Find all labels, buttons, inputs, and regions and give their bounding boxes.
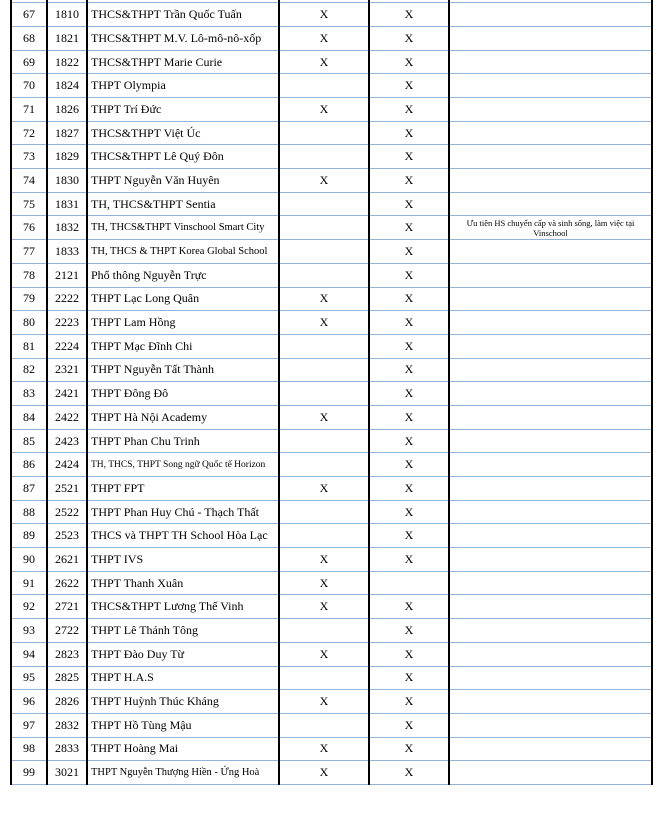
note-cell [449, 500, 652, 524]
note-cell [449, 50, 652, 74]
school-name-cell: THPT Trí Đức [87, 98, 279, 122]
school-name-cell: TH, THCS&THPT Vinschool Smart City [87, 216, 279, 240]
school-code-cell: 2222 [47, 287, 87, 311]
table-row [11, 145, 652, 169]
note-cell [449, 287, 652, 311]
register-mark-1-cell: X [279, 761, 369, 785]
school-code-cell: 2521 [47, 477, 87, 501]
table-row [11, 619, 652, 643]
school-name-cell: THCS và THPT TH School Hòa Lạc [87, 524, 279, 548]
row-number-cell: 67 [11, 3, 47, 27]
table-row [11, 405, 652, 429]
school-name-cell: THCS&THPT Lương Thế Vinh [87, 595, 279, 619]
row-number-cell: 98 [11, 737, 47, 761]
school-name-cell: THPT Nguyễn Văn Huyên [87, 169, 279, 193]
table-row [11, 500, 652, 524]
table-row [11, 595, 652, 619]
row-number-cell: 75 [11, 192, 47, 216]
register-mark-2-cell: X [369, 761, 449, 785]
school-code-cell: 2224 [47, 334, 87, 358]
register-mark-1-cell [279, 358, 369, 382]
table-row [11, 287, 652, 311]
register-mark-1-cell: X [279, 571, 369, 595]
school-code-cell: 2421 [47, 382, 87, 406]
school-admission-table-page [10, 0, 653, 785]
school-name-cell: THPT Nguyễn Thượng Hiền - Ứng Hoà [87, 761, 279, 785]
note-cell [449, 453, 652, 477]
table-row [11, 548, 652, 572]
row-number-cell: 80 [11, 311, 47, 335]
school-name-cell: THPT Hồ Tùng Mậu [87, 713, 279, 737]
school-code-cell: 2423 [47, 429, 87, 453]
school-name-cell: THPT Hoàng Mai [87, 737, 279, 761]
school-code-cell: 1830 [47, 169, 87, 193]
note-cell [449, 263, 652, 287]
table-row [11, 240, 652, 264]
row-number-cell: 99 [11, 761, 47, 785]
school-code-cell: 2833 [47, 737, 87, 761]
row-number-cell: 90 [11, 548, 47, 572]
register-mark-2-cell: X [369, 713, 449, 737]
row-number-cell: 70 [11, 74, 47, 98]
school-name-cell: TH, THCS & THPT Korea Global School [87, 240, 279, 264]
note-cell: Ưu tiên HS chuyển cấp và sinh sống, làm việc tại Vinschool [449, 216, 652, 240]
row-number-cell: 84 [11, 405, 47, 429]
row-number-cell: 87 [11, 477, 47, 501]
register-mark-2-cell: X [369, 121, 449, 145]
note-cell [449, 405, 652, 429]
row-number-cell: 89 [11, 524, 47, 548]
register-mark-1-cell [279, 216, 369, 240]
table-row [11, 666, 652, 690]
school-name-cell: THPT Lê Thánh Tông [87, 619, 279, 643]
register-mark-1-cell: X [279, 26, 369, 50]
row-number-cell: 83 [11, 382, 47, 406]
row-number-cell: 97 [11, 713, 47, 737]
school-code-cell: 2424 [47, 453, 87, 477]
table-row [11, 642, 652, 666]
register-mark-1-cell: X [279, 642, 369, 666]
school-name-cell: THPT Đông Đô [87, 382, 279, 406]
school-name-cell: THPT Phan Chu Trinh [87, 429, 279, 453]
school-name-cell: THPT Olympia [87, 74, 279, 98]
register-mark-1-cell [279, 524, 369, 548]
note-cell [449, 169, 652, 193]
school-name-cell: THPT FPT [87, 477, 279, 501]
register-mark-1-cell: X [279, 98, 369, 122]
register-mark-2-cell: X [369, 216, 449, 240]
school-code-cell: 1822 [47, 50, 87, 74]
register-mark-2-cell: X [369, 500, 449, 524]
register-mark-2-cell: X [369, 240, 449, 264]
table-row [11, 74, 652, 98]
register-mark-2-cell: X [369, 524, 449, 548]
register-mark-1-cell [279, 74, 369, 98]
table-row [11, 690, 652, 714]
note-cell [449, 382, 652, 406]
note-cell [449, 548, 652, 572]
note-cell [449, 713, 652, 737]
register-mark-1-cell: X [279, 595, 369, 619]
note-cell [449, 619, 652, 643]
school-code-cell: 2825 [47, 666, 87, 690]
school-code-cell: 2321 [47, 358, 87, 382]
table-row [11, 121, 652, 145]
row-number-cell: 72 [11, 121, 47, 145]
row-number-cell: 95 [11, 666, 47, 690]
table-row [11, 571, 652, 595]
school-code-cell: 2522 [47, 500, 87, 524]
table-row [11, 358, 652, 382]
table-row [11, 382, 652, 406]
register-mark-2-cell: X [369, 619, 449, 643]
note-cell [449, 98, 652, 122]
row-number-cell: 69 [11, 50, 47, 74]
register-mark-1-cell [279, 263, 369, 287]
table-row [11, 311, 652, 335]
school-name-cell: THCS&THPT Trần Quốc Tuấn [87, 3, 279, 27]
note-cell [449, 358, 652, 382]
note-cell [449, 737, 652, 761]
register-mark-2-cell [369, 571, 449, 595]
register-mark-2-cell: X [369, 50, 449, 74]
row-number-cell: 77 [11, 240, 47, 264]
row-number-cell: 78 [11, 263, 47, 287]
row-number-cell: 96 [11, 690, 47, 714]
row-number-cell: 94 [11, 642, 47, 666]
school-code-cell: 3021 [47, 761, 87, 785]
register-mark-1-cell [279, 192, 369, 216]
school-code-cell: 2223 [47, 311, 87, 335]
register-mark-2-cell: X [369, 98, 449, 122]
table-row [11, 713, 652, 737]
school-name-cell: THCS&THPT Lê Quý Đôn [87, 145, 279, 169]
register-mark-1-cell [279, 713, 369, 737]
table-row [11, 761, 652, 785]
row-number-cell: 82 [11, 358, 47, 382]
register-mark-2-cell: X [369, 690, 449, 714]
note-cell [449, 74, 652, 98]
school-code-cell: 1824 [47, 74, 87, 98]
school-name-cell: TH, THCS&THPT Sentia [87, 192, 279, 216]
register-mark-2-cell: X [369, 334, 449, 358]
table-row [11, 98, 652, 122]
table-row [11, 169, 652, 193]
school-code-cell: 2823 [47, 642, 87, 666]
register-mark-2-cell: X [369, 145, 449, 169]
school-name-cell: THPT Hà Nội Academy [87, 405, 279, 429]
register-mark-2-cell: X [369, 595, 449, 619]
register-mark-2-cell: X [369, 737, 449, 761]
register-mark-1-cell [279, 334, 369, 358]
table-row [11, 429, 652, 453]
register-mark-1-cell [279, 121, 369, 145]
row-number-cell: 92 [11, 595, 47, 619]
row-number-cell: 74 [11, 169, 47, 193]
school-code-cell: 1827 [47, 121, 87, 145]
register-mark-2-cell: X [369, 548, 449, 572]
note-cell [449, 311, 652, 335]
table-row [11, 50, 652, 74]
register-mark-1-cell: X [279, 405, 369, 429]
note-cell [449, 571, 652, 595]
school-name-cell: THPT Mạc Đĩnh Chi [87, 334, 279, 358]
row-number-cell: 81 [11, 334, 47, 358]
table-row [11, 737, 652, 761]
register-mark-2-cell: X [369, 642, 449, 666]
table-row [11, 192, 652, 216]
school-code-cell: 2722 [47, 619, 87, 643]
register-mark-2-cell: X [369, 429, 449, 453]
school-code-cell: 1831 [47, 192, 87, 216]
register-mark-2-cell: X [369, 453, 449, 477]
school-code-cell: 2826 [47, 690, 87, 714]
school-table [10, 0, 653, 785]
school-code-cell: 1829 [47, 145, 87, 169]
school-name-cell: Phổ thông Nguyễn Trực [87, 263, 279, 287]
school-code-cell: 2832 [47, 713, 87, 737]
school-name-cell: THPT IVS [87, 548, 279, 572]
school-code-cell: 1810 [47, 3, 87, 27]
note-cell [449, 761, 652, 785]
note-cell [449, 690, 652, 714]
register-mark-1-cell [279, 145, 369, 169]
register-mark-1-cell: X [279, 50, 369, 74]
table-row [11, 524, 652, 548]
note-cell [449, 429, 652, 453]
register-mark-1-cell: X [279, 548, 369, 572]
school-code-cell: 2721 [47, 595, 87, 619]
register-mark-2-cell: X [369, 382, 449, 406]
note-cell [449, 666, 652, 690]
row-number-cell: 76 [11, 216, 47, 240]
register-mark-1-cell [279, 429, 369, 453]
note-cell [449, 595, 652, 619]
row-number-cell: 86 [11, 453, 47, 477]
register-mark-1-cell: X [279, 311, 369, 335]
school-name-cell: THCS&THPT M.V. Lô-mô-nô-xốp [87, 26, 279, 50]
register-mark-2-cell: X [369, 358, 449, 382]
register-mark-2-cell: X [369, 287, 449, 311]
school-code-cell: 2121 [47, 263, 87, 287]
school-name-cell: THCS&THPT Việt Úc [87, 121, 279, 145]
row-number-cell: 71 [11, 98, 47, 122]
row-number-cell: 88 [11, 500, 47, 524]
school-name-cell: THCS&THPT Marie Curie [87, 50, 279, 74]
school-name-cell: TH, THCS, THPT Song ngữ Quốc tế Horizon [87, 453, 279, 477]
note-cell [449, 642, 652, 666]
register-mark-1-cell [279, 382, 369, 406]
register-mark-1-cell: X [279, 690, 369, 714]
table-row [11, 453, 652, 477]
register-mark-1-cell: X [279, 477, 369, 501]
school-name-cell: THPT Phan Huy Chú - Thạch Thất [87, 500, 279, 524]
row-number-cell: 68 [11, 26, 47, 50]
school-code-cell: 2622 [47, 571, 87, 595]
register-mark-1-cell: X [279, 3, 369, 27]
register-mark-2-cell: X [369, 192, 449, 216]
school-name-cell: THPT Lạc Long Quân [87, 287, 279, 311]
school-name-cell: THPT Đào Duy Từ [87, 642, 279, 666]
register-mark-1-cell [279, 453, 369, 477]
register-mark-2-cell: X [369, 263, 449, 287]
row-number-cell: 79 [11, 287, 47, 311]
school-code-cell: 1833 [47, 240, 87, 264]
register-mark-1-cell: X [279, 287, 369, 311]
table-row [11, 334, 652, 358]
school-name-cell: THPT Thanh Xuân [87, 571, 279, 595]
register-mark-2-cell: X [369, 311, 449, 335]
row-number-cell: 85 [11, 429, 47, 453]
table-row [11, 477, 652, 501]
note-cell [449, 334, 652, 358]
register-mark-1-cell: X [279, 737, 369, 761]
note-cell [449, 121, 652, 145]
school-name-cell: THPT Nguyễn Tất Thành [87, 358, 279, 382]
school-code-cell: 1826 [47, 98, 87, 122]
school-code-cell: 1821 [47, 26, 87, 50]
note-cell [449, 3, 652, 27]
register-mark-2-cell: X [369, 666, 449, 690]
row-number-cell: 73 [11, 145, 47, 169]
note-cell [449, 26, 652, 50]
register-mark-1-cell [279, 619, 369, 643]
row-number-cell: 91 [11, 571, 47, 595]
school-code-cell: 2523 [47, 524, 87, 548]
school-code-cell: 2621 [47, 548, 87, 572]
register-mark-2-cell: X [369, 26, 449, 50]
table-row [11, 216, 652, 240]
register-mark-2-cell: X [369, 3, 449, 27]
table-row [11, 3, 652, 27]
school-name-cell: THPT Lam Hồng [87, 311, 279, 335]
school-code-cell: 1832 [47, 216, 87, 240]
row-number-cell: 93 [11, 619, 47, 643]
note-cell [449, 145, 652, 169]
table-row [11, 263, 652, 287]
school-name-cell: THPT Huỳnh Thúc Kháng [87, 690, 279, 714]
register-mark-1-cell [279, 500, 369, 524]
school-code-cell: 2422 [47, 405, 87, 429]
note-cell [449, 477, 652, 501]
register-mark-2-cell: X [369, 405, 449, 429]
register-mark-2-cell: X [369, 169, 449, 193]
register-mark-1-cell [279, 240, 369, 264]
school-name-cell: THPT H.A.S [87, 666, 279, 690]
note-cell [449, 524, 652, 548]
register-mark-1-cell [279, 666, 369, 690]
register-mark-1-cell: X [279, 169, 369, 193]
note-cell [449, 192, 652, 216]
table-row [11, 26, 652, 50]
note-cell [449, 240, 652, 264]
register-mark-2-cell: X [369, 74, 449, 98]
register-mark-2-cell: X [369, 477, 449, 501]
